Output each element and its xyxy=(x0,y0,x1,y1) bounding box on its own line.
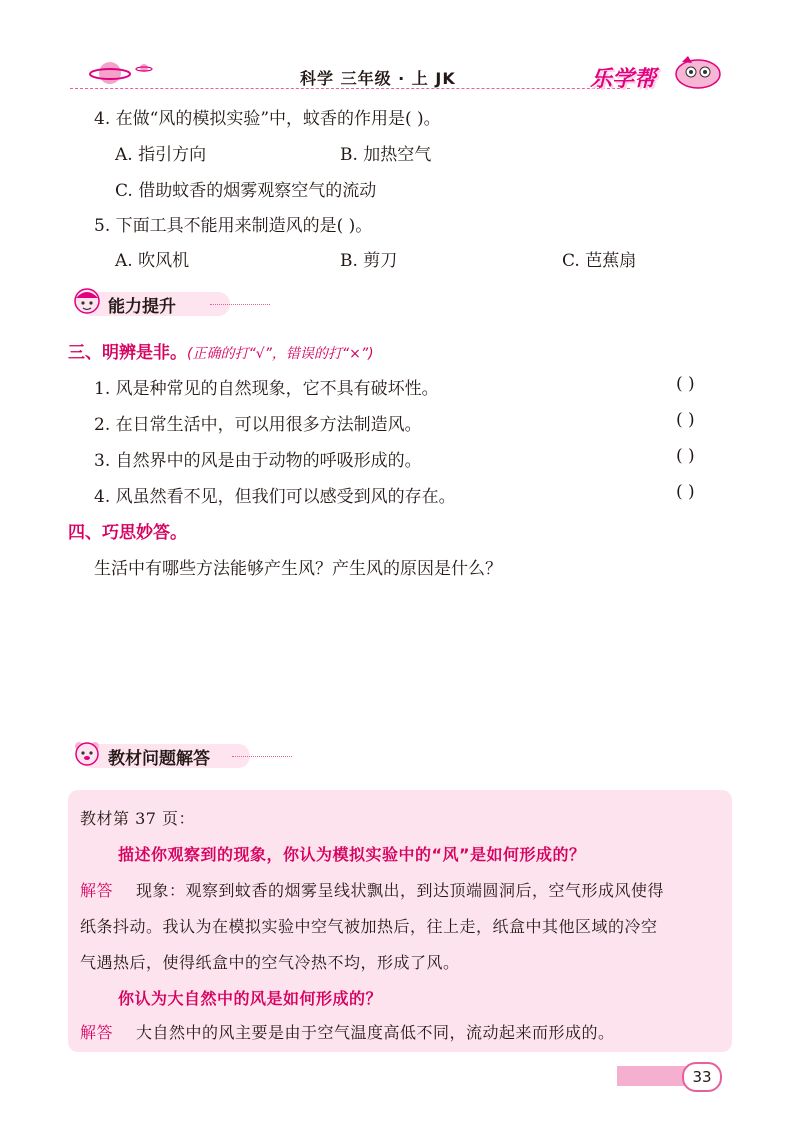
girl-mascot-icon xyxy=(70,286,104,320)
answer-1-line-1: 现象：观察到蚊香的烟雾呈线状飘出，到达顶端圆洞后，空气形成风使得 xyxy=(136,881,665,900)
judge-answer-2[interactable]: ( ) xyxy=(676,410,695,430)
open-question: 生活中有哪些方法能够产生风？产生风的原因是什么？ xyxy=(94,559,502,579)
textbook-question-2: 你认为大自然中的风是如何形成的？ xyxy=(118,989,383,1008)
option-5c: C. 芭蕉扇 xyxy=(562,251,637,271)
judge-answer-1[interactable]: ( ) xyxy=(676,374,695,394)
section-3-heading: 三、明辨是非。 xyxy=(68,343,187,363)
answer-label-1: 解答 xyxy=(80,881,114,900)
planet-icon xyxy=(88,56,158,90)
answer-2: 大自然中的风主要是由于空气温度高低不同，流动起来而形成的。 xyxy=(136,1023,615,1042)
header-divider xyxy=(70,88,630,89)
option-5b: B. 剪刀 xyxy=(340,251,398,271)
answer-label-2: 解答 xyxy=(80,1023,114,1042)
answer-1-line-3: 气遇热后，使得纸盒中的空气冷热不均，形成了风。 xyxy=(80,953,460,972)
section-banner-ability xyxy=(60,286,280,317)
judge-item-3: 3. 自然界中的风是由于动物的呼吸形成的。 xyxy=(94,451,422,471)
option-5a: A. 吹风机 xyxy=(115,251,190,271)
section-3-note: (正确的打“√”，错误的打“×”) xyxy=(187,346,374,362)
mascot-icon xyxy=(668,52,728,92)
section-3-title xyxy=(68,338,374,363)
header-title: 科学 三年级 · 上 JK xyxy=(300,69,456,88)
question-4: 4. 在做“风的模拟实验”中，蚊香的作用是( )。 xyxy=(94,109,441,129)
textbook-page-ref: 教材第 37 页： xyxy=(80,809,196,828)
banner-dash xyxy=(232,756,292,757)
section-4-title: 四、巧思妙答。 xyxy=(68,523,187,543)
option-4c: C. 借助蚊香的烟雾观察空气的流动 xyxy=(115,181,377,201)
banner-dash xyxy=(210,304,270,305)
page-number: 33 xyxy=(682,1062,722,1092)
section-banner-textbook xyxy=(60,738,300,769)
question-5: 5. 下面工具不能用来制造风的是( )。 xyxy=(94,216,373,236)
judge-answer-3[interactable]: ( ) xyxy=(676,446,695,466)
textbook-question-1: 描述你观察到的现象，你认为模拟实验中的“风”是如何形成的？ xyxy=(118,845,586,864)
judge-answer-4[interactable]: ( ) xyxy=(676,482,695,502)
banner-textbook-label: 教材问题解答 xyxy=(108,749,210,769)
brand-logo: 乐学帮 xyxy=(590,67,657,92)
judge-item-1: 1. 风是种常见的自然现象，它不具有破坏性。 xyxy=(94,379,439,399)
answer-1-line-2: 纸条抖动。我认为在模拟实验中空气被加热后，往上走，纸盒中其他区域的冷空 xyxy=(80,917,658,936)
option-4b: B. 加热空气 xyxy=(340,145,432,165)
banner-ability-label: 能力提升 xyxy=(108,297,176,317)
option-4a: A. 指引方向 xyxy=(115,145,207,165)
judge-item-2: 2. 在日常生活中，可以用很多方法制造风。 xyxy=(94,415,422,435)
bear-mascot-icon xyxy=(70,738,104,772)
judge-item-4: 4. 风虽然看不见，但我们可以感受到风的存在。 xyxy=(94,487,456,507)
